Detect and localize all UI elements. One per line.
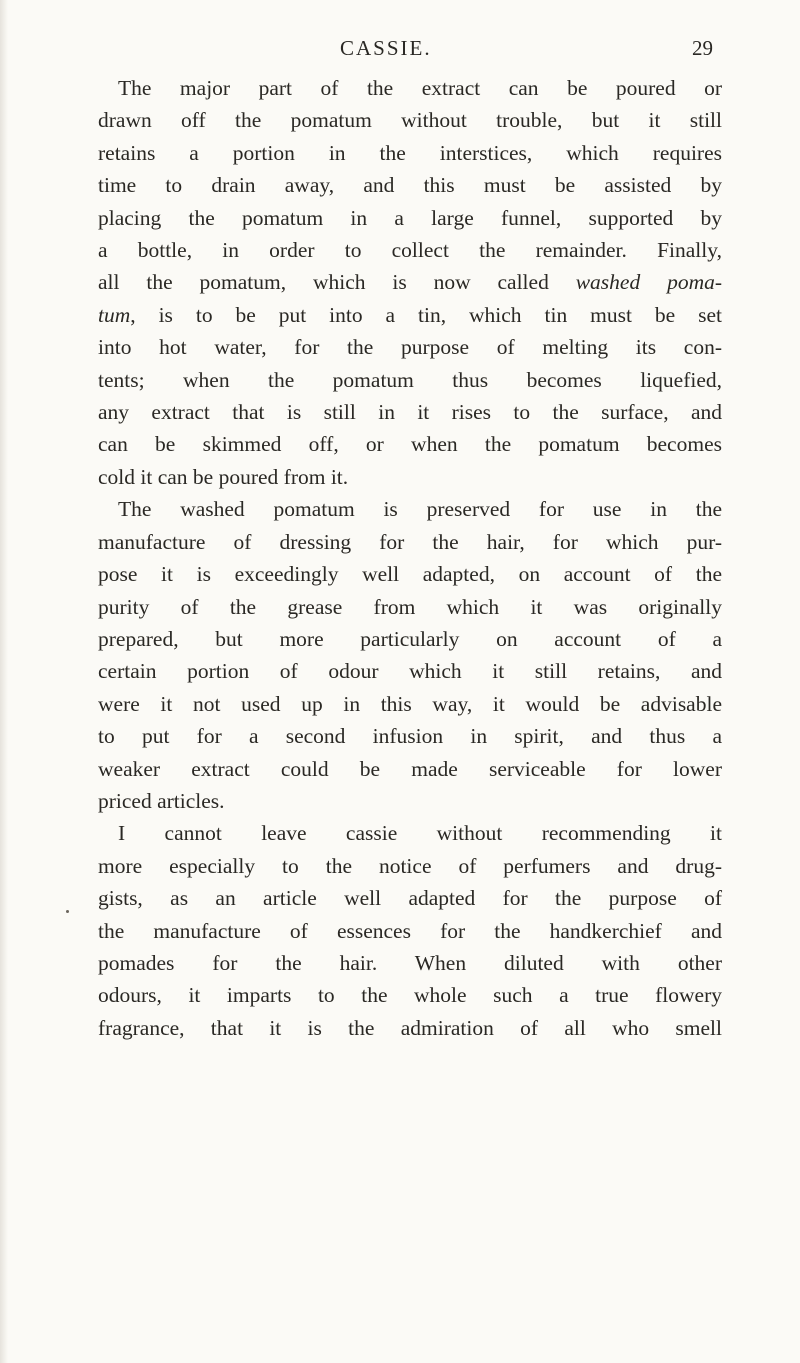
text-segment: placing the pomatum in a large funnel, supported by bbox=[98, 205, 722, 230]
text-line bbox=[98, 850, 722, 882]
text-segment: pomades for the hair. When diluted with other bbox=[98, 950, 722, 975]
text-segment: I cannot leave cassie without recommending it bbox=[118, 821, 722, 846]
text-segment: the manufacture of essences for the handkerchief and bbox=[98, 918, 722, 943]
text-line bbox=[98, 785, 722, 817]
text-line bbox=[98, 461, 722, 493]
text-segment: time to drain away, and this must be assisted by bbox=[98, 173, 722, 198]
text-segment: odours, it imparts to the whole such a true flowery bbox=[98, 983, 722, 1008]
text-segment: certain portion of odour which it still retains, and bbox=[98, 659, 722, 684]
text-segment: to put for a second infusion in spirit, and thus a bbox=[98, 724, 722, 749]
text-line bbox=[98, 202, 722, 234]
text-line bbox=[98, 331, 722, 363]
text-line bbox=[98, 623, 722, 655]
text-segment: prepared, but more particularly on account of a bbox=[98, 626, 722, 651]
text-segment: drawn off the pomatum without trouble, but it still bbox=[98, 108, 722, 133]
text-line bbox=[98, 720, 722, 752]
text-segment: gists, as an article well adapted for the purpose of bbox=[98, 886, 722, 911]
text-line bbox=[98, 591, 722, 623]
text-segment: retains a portion in the interstices, which requires bbox=[98, 140, 722, 165]
paragraph bbox=[98, 72, 722, 493]
text-segment: a bottle, in order to collect the remainder. Finally, bbox=[98, 238, 722, 263]
text-segment: more especially to the notice of perfumers and drug- bbox=[98, 853, 722, 878]
text-segment: were it not used up in this way, it would be advisable bbox=[98, 691, 722, 716]
text-line bbox=[98, 396, 722, 428]
text-line bbox=[98, 882, 722, 914]
text-segment: pose it is exceedingly well adapted, on account of the bbox=[98, 562, 722, 587]
text-segment: all the pomatum, which is now called bbox=[98, 270, 576, 295]
text-segment: manufacture of dressing for the hair, for which pur- bbox=[98, 529, 722, 554]
text-segment: into hot water, for the purpose of melting its con- bbox=[98, 335, 722, 360]
text-line bbox=[98, 266, 722, 298]
text-line bbox=[98, 947, 722, 979]
text-line bbox=[98, 234, 722, 266]
text-line bbox=[98, 655, 722, 687]
italic-term: tum bbox=[98, 302, 131, 327]
text-line bbox=[98, 169, 722, 201]
text-segment: priced articles. bbox=[98, 788, 225, 813]
text-line bbox=[98, 558, 722, 590]
text-segment: The major part of the extract can be poured or bbox=[118, 76, 722, 100]
text-line bbox=[98, 688, 722, 720]
text-line bbox=[98, 104, 722, 136]
page-number: 29 bbox=[692, 36, 713, 60]
text-segment: any extract that is still in it rises to the surface, and bbox=[98, 400, 722, 425]
text-line bbox=[98, 299, 722, 331]
text-line bbox=[98, 526, 722, 558]
text-line bbox=[98, 979, 722, 1011]
text-segment: The washed pomatum is preserved for use in the bbox=[118, 497, 722, 522]
text-line bbox=[98, 817, 722, 849]
paragraph bbox=[98, 817, 722, 1044]
text-segment: purity of the grease from which it was originally bbox=[98, 594, 722, 619]
text-segment: fragrance, that it is the admiration of all who smell bbox=[98, 1015, 722, 1040]
text-line bbox=[98, 428, 722, 460]
margin-mark bbox=[66, 910, 69, 913]
text-segment: weaker extract could be made serviceable for lower bbox=[98, 756, 722, 781]
page-edge bbox=[0, 0, 8, 1363]
text-segment: can be skimmed off, or when the pomatum becomes bbox=[98, 432, 722, 457]
running-title: CASSIE. bbox=[340, 36, 432, 60]
paragraph bbox=[98, 493, 722, 817]
text-segment: cold it can be poured from it. bbox=[98, 464, 349, 489]
text-line bbox=[98, 915, 722, 947]
text-segment: tents; when the pomatum thus becomes liquefied, bbox=[98, 367, 722, 392]
text-line bbox=[98, 72, 722, 104]
text-line bbox=[98, 137, 722, 169]
running-head bbox=[0, 36, 800, 66]
text-line bbox=[98, 753, 722, 785]
body-text bbox=[98, 72, 722, 1044]
text-segment: , is to be put into a tin, which tin must be set bbox=[130, 302, 722, 327]
text-line bbox=[98, 364, 722, 396]
italic-term: washed poma- bbox=[575, 270, 723, 295]
text-line bbox=[98, 493, 722, 525]
text-line bbox=[98, 1012, 722, 1044]
